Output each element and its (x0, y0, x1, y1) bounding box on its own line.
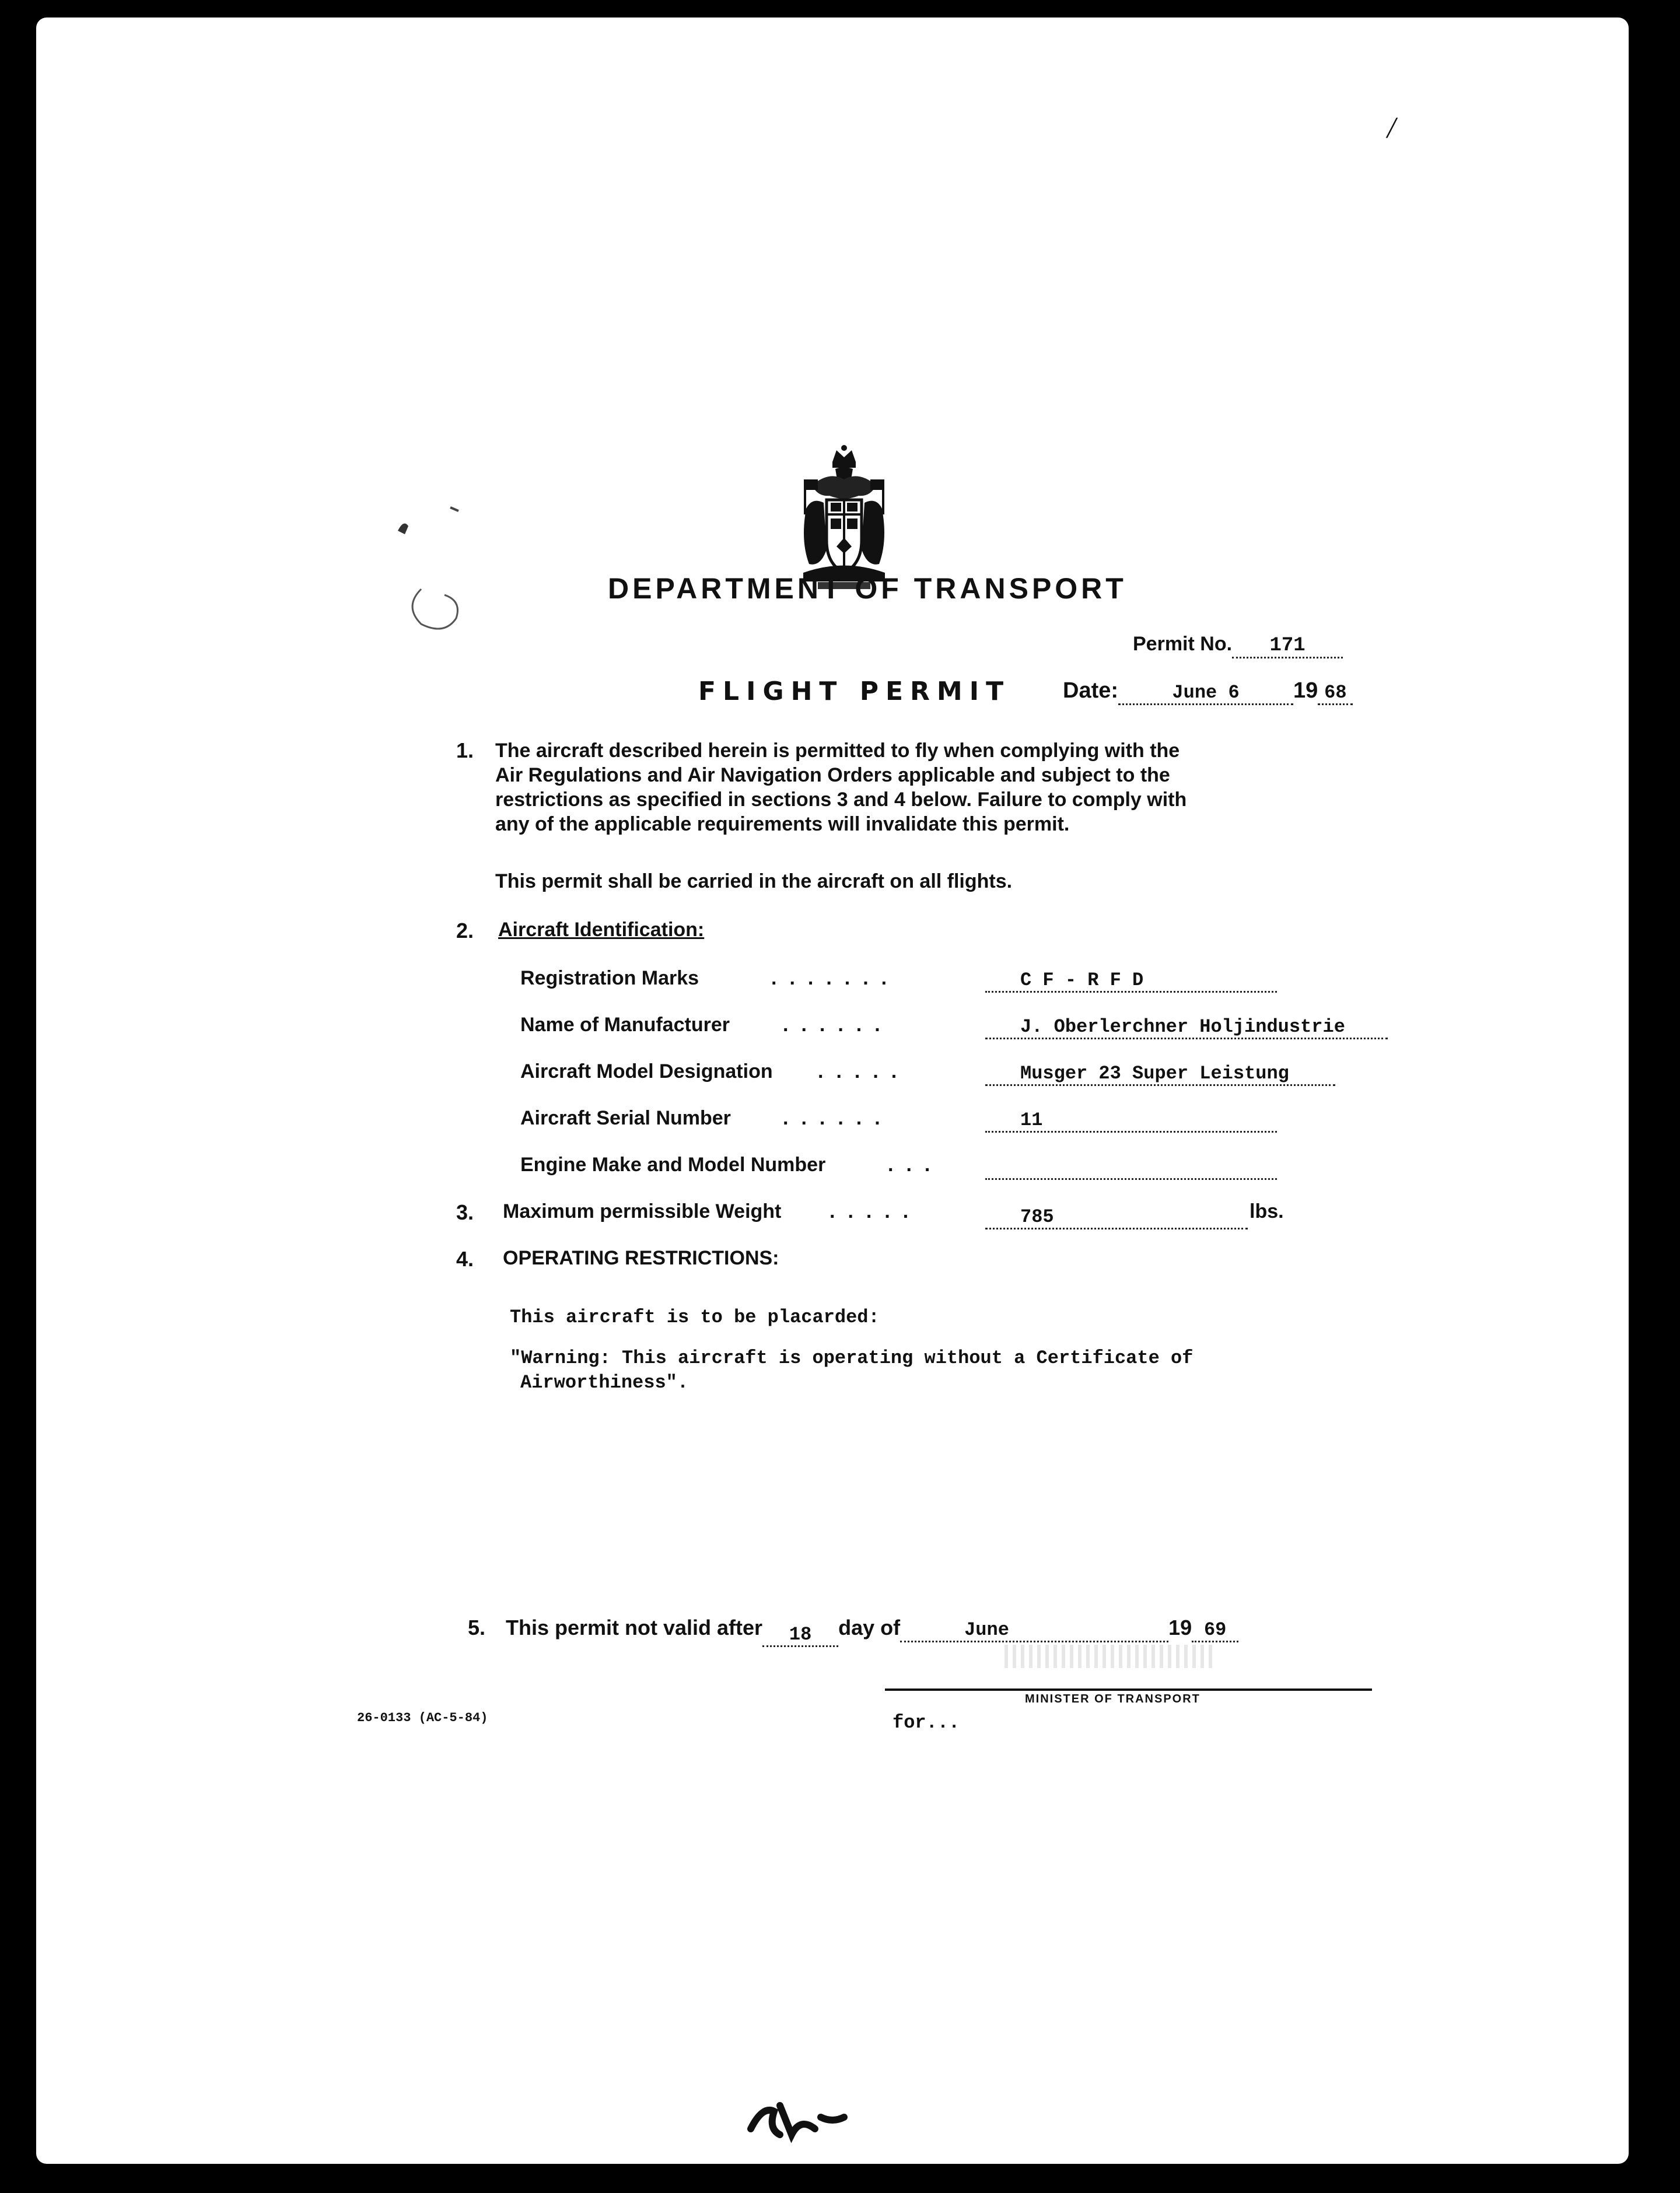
max-weight-value: 785 (985, 1206, 1248, 1229)
field-label: Name of Manufacturer (520, 1014, 730, 1036)
field-registration-marks (520, 967, 1395, 993)
validity-day-of: day of (838, 1616, 901, 1640)
permit-number-value: 171 (1232, 635, 1343, 658)
validity-line (506, 1616, 1238, 1645)
bottom-scribble (745, 2094, 862, 2146)
field-model-designation (520, 1060, 1395, 1086)
operating-restrictions-heading: OPERATING RESTRICTIONS: (503, 1247, 779, 1269)
field-value: C F - R F D (985, 969, 1277, 993)
section-1-line: restrictions as specified in sections 3 and 4 below. Failure to comply with (495, 789, 1187, 811)
leader-dots: ..... (818, 1060, 910, 1083)
max-weight-label: Maximum permissible Weight (503, 1200, 782, 1222)
field-value: Musger 23 Super Leistung (985, 1063, 1335, 1086)
for-text: for... (892, 1712, 960, 1733)
carry-note: This permit shall be carried in the aircraft on all flights. (495, 870, 1013, 892)
max-weight-field (503, 1200, 1378, 1229)
field-label: Registration Marks (520, 967, 699, 989)
flight-permit-page (36, 17, 1629, 2164)
placard-warning-line1: "Warning: This aircraft is operating without a Certificate of (510, 1347, 1194, 1369)
coat-of-arms-emblem (800, 444, 888, 590)
date-century: 19 (1293, 678, 1318, 703)
section-1-line: any of the applicable requirements will invalidate this permit. (495, 813, 1070, 835)
section-1-line: Air Regulations and Air Navigation Orders applicable and subject to the (495, 764, 1170, 786)
section-3-number: 3. (456, 1200, 474, 1224)
weight-unit: lbs. (1250, 1200, 1284, 1222)
date-label: Date: (1063, 678, 1119, 703)
stamp-smudge (1005, 1645, 1214, 1668)
margin-specks (386, 496, 491, 647)
flight-permit-title: FLIGHT PERMIT (698, 677, 1011, 706)
placard-intro: This aircraft is to be placarded: (510, 1306, 880, 1328)
field-value: 11 (985, 1109, 1277, 1133)
date-year: 68 (1318, 682, 1353, 705)
leader-dots: ..... (830, 1200, 922, 1222)
field-value (985, 1156, 1277, 1180)
leader-dots: ...... (783, 1014, 893, 1036)
field-label: Aircraft Serial Number (520, 1107, 731, 1129)
field-manufacturer (520, 1014, 1395, 1039)
minister-caption: MINISTER OF TRANSPORT (1025, 1693, 1200, 1705)
signature-line (885, 1688, 1372, 1691)
section-1-number: 1. (456, 738, 474, 762)
field-engine-make-model (520, 1154, 1395, 1179)
corner-mark: / (1387, 111, 1396, 145)
field-label: Engine Make and Model Number (520, 1154, 826, 1176)
department-title: DEPARTMENT OF TRANSPORT (608, 572, 1127, 605)
leader-dots: ...... (783, 1107, 893, 1129)
permit-number-label: Permit No. (1133, 633, 1233, 655)
section-1-text (495, 738, 1186, 836)
validity-year: 69 (1192, 1619, 1238, 1642)
field-value: J. Oberlerchner Holjindustrie (985, 1016, 1388, 1039)
aircraft-identification-heading: Aircraft Identification: (498, 919, 705, 941)
section-2-number: 2. (456, 919, 474, 943)
placard-warning-line2: Airworthiness". (520, 1372, 689, 1393)
permit-number-field (1133, 633, 1343, 658)
date-field (1063, 678, 1353, 705)
leader-dots: ....... (771, 967, 900, 989)
field-serial-number (520, 1107, 1395, 1133)
form-code: 26-0133 (AC-5-84) (357, 1711, 488, 1725)
section-1-line: The aircraft described herein is permitted to fly when complying with the (495, 740, 1180, 762)
field-label: Aircraft Model Designation (520, 1060, 773, 1083)
validity-century: 19 (1168, 1616, 1192, 1640)
leader-dots: ... (888, 1154, 943, 1176)
date-month-day: June 6 (1118, 682, 1293, 705)
validity-day: 18 (762, 1624, 838, 1647)
section-5-number: 5. (468, 1616, 486, 1640)
validity-text: This permit not valid after (506, 1616, 763, 1640)
section-4-number: 4. (456, 1247, 474, 1271)
validity-month: June (900, 1619, 1168, 1642)
